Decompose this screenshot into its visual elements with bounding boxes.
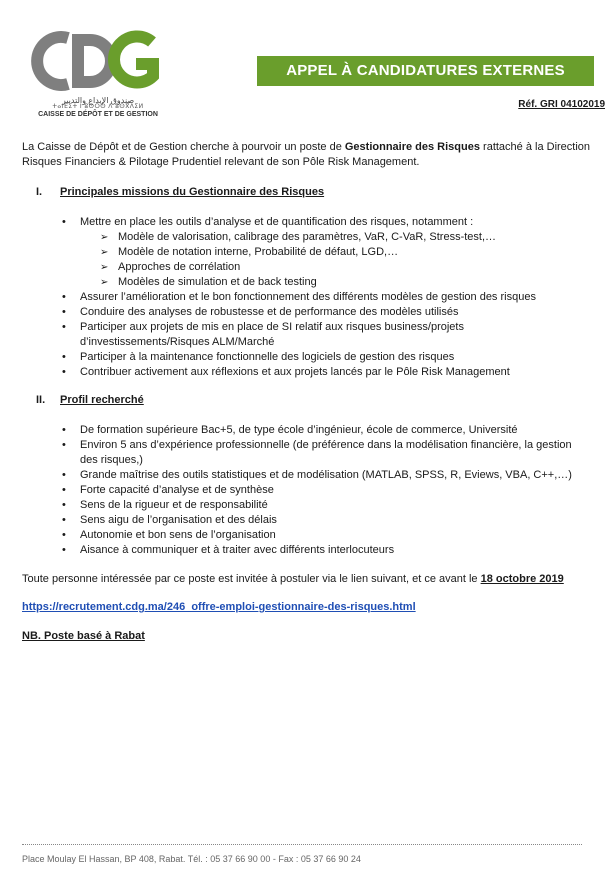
list-item: • Sens de la rigueur et de responsabilité xyxy=(62,498,592,513)
intro-before: La Caisse de Dépôt et de Gestion cherche à pourvoir un poste de xyxy=(22,141,345,153)
sub-list-item xyxy=(100,260,592,275)
list-item: • Forte capacité d’analyse et de synthèse xyxy=(62,483,592,498)
tools-sublist xyxy=(80,230,592,290)
deadline-date: 18 octobre 2019 xyxy=(480,573,564,585)
intro-paragraph xyxy=(22,140,602,170)
list-item: • De formation supérieure Bac+5, de type école d’ingénieur, école de commerce, Université xyxy=(62,423,592,438)
logo-tifinagh-name: ⵜⴰⵏⴹⵉⵜ ⵏ ⵓⵙⵔⵙ ⴷ ⵓⵙⴳⴷⵉⵍ xyxy=(52,104,144,110)
list-item: • Sens aigu de l’organisation et des délais xyxy=(62,513,592,528)
section-2-heading xyxy=(36,393,144,408)
sub-item-text: Approches de corrélation xyxy=(118,261,241,273)
section-2-number: II. xyxy=(36,394,46,406)
missions-list xyxy=(62,215,592,380)
title-banner: APPEL À CANDIDATURES EXTERNES xyxy=(257,56,594,86)
list-item: • Conduire des analyses de robustesse et de performance des modèles utilisés xyxy=(62,305,592,320)
mission-item-text: Mettre en place les outils d’analyse et de quantification des risques, notamment : xyxy=(80,216,474,228)
list-item: • Environ 5 ans d’expérience professionnelle (de préférence dans la modélisation financière, la gestion des risques,) xyxy=(62,438,592,468)
sub-list-item xyxy=(100,230,592,245)
closing-text: Toute personne intéressée par ce poste est invitée à postuler via le lien suivant, et ce avant le xyxy=(22,573,481,585)
reference-number: Réf. GRI 04102019 xyxy=(518,99,605,110)
list-item: • Grande maîtrise des outils statistiques et de modélisation (MATLAB, SPSS, R, Eviews, VBA, C++,…) xyxy=(62,468,592,483)
logo-letter-c xyxy=(37,37,68,85)
sub-list-item xyxy=(100,245,592,260)
sub-item-text: Modèle de valorisation, calibrage des paramètres, VaR, C-VaR, Stress-test,… xyxy=(118,231,497,243)
section-1-title: Principales missions du Gestionnaire des Risques xyxy=(60,186,325,198)
list-item: • Aisance à communiquer et à traiter avec différents interlocuteurs xyxy=(62,543,592,558)
sub-list-item xyxy=(100,275,592,290)
intro-after: rattaché à la Direction Risques Financiers & Pilotage Prudentiel relevant de son Pôle Risk Management. xyxy=(22,141,591,168)
cdg-logo-mark xyxy=(22,30,162,92)
logo-french-name: CAISSE DE DÉPÔT ET DE GESTION xyxy=(38,111,158,118)
intro-job-title: Gestionnaire des Risques xyxy=(344,141,480,153)
cdg-logo xyxy=(22,30,162,92)
application-link[interactable]: https://recrutement.cdg.ma/246_offre-emploi-gestionnaire-des-risques.html xyxy=(22,601,416,613)
section-2-title: Profil recherché xyxy=(60,394,144,406)
profile-list xyxy=(62,423,592,558)
section-1-number: I. xyxy=(36,186,43,198)
list-item: • Contribuer activement aux réflexions et aux projets lancés par le Pôle Risk Management xyxy=(62,365,592,380)
footer-divider xyxy=(22,844,582,845)
list-item xyxy=(62,215,592,290)
logo-letter-g xyxy=(114,36,153,82)
closing-paragraph xyxy=(22,572,602,587)
list-item: • Autonomie et bon sens de l’organisation xyxy=(62,528,592,543)
logo-arabic-name: صندوق الإيداع والتدبير xyxy=(61,96,135,105)
list-item: • Assurer l’amélioration et le bon fonctionnement des différents modèles de gestion des risques xyxy=(62,290,592,305)
section-1-heading xyxy=(36,185,324,200)
list-item: • Participer à la maintenance fonctionnelle des logiciels de gestion des risques xyxy=(62,350,592,365)
list-item: • Participer aux projets de mis en place de SI relatif aux risques business/projets d’investissements/Risques ALM/Marché xyxy=(62,320,592,350)
footer-address: Place Moulay El Hassan, BP 408, Rabat. Tél. : 05 37 66 90 00 - Fax : 05 37 66 90 24 xyxy=(22,854,361,864)
location-note: NB. Poste basé à Rabat xyxy=(22,630,145,642)
sub-item-text: Modèles de simulation et de back testing xyxy=(118,276,317,288)
sub-item-text: Modèle de notation interne, Probabilité de défaut, LGD,… xyxy=(118,246,399,258)
